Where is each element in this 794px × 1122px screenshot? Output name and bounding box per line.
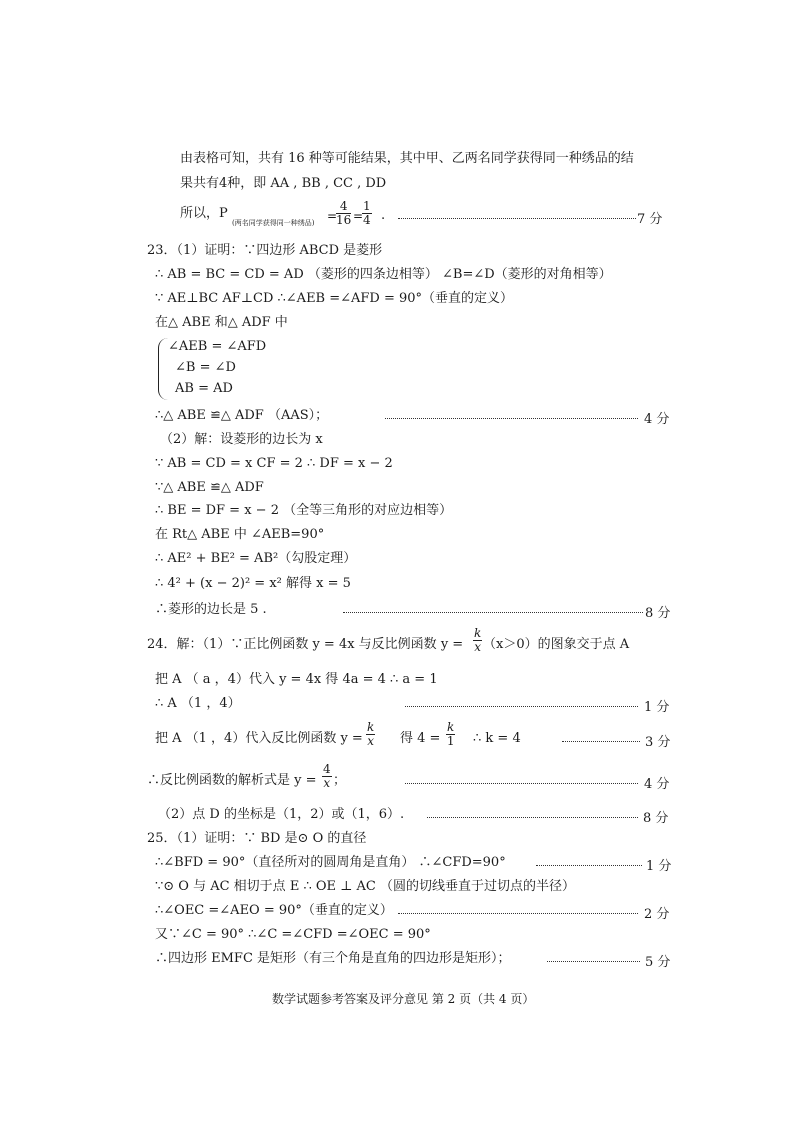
score-leader	[427, 817, 638, 818]
score-1: 1 分	[646, 859, 672, 874]
score-2: 2 分	[644, 907, 670, 922]
period: .	[381, 208, 386, 223]
fraction-4-x: $\frac{4}{x}$	[323, 762, 331, 790]
score-leader	[405, 783, 638, 784]
page-footer: 数学试题参考答案及评分意见 第 2 页（共 4 页）	[272, 992, 535, 1006]
fraction-k-x: $\frac{k}{x}$	[474, 626, 482, 654]
probability-subscript: (两名同学获得同一种绣品)	[232, 219, 315, 227]
score-5: 5 分	[645, 955, 671, 970]
score-8: 8 分	[645, 606, 671, 621]
fraction-4-16: $\frac{4}{16}$	[336, 199, 352, 227]
fraction-1-4: $\frac{1}{4}$	[363, 199, 371, 227]
score-leader	[398, 218, 636, 219]
score-leader	[398, 913, 638, 914]
score-1: 1 分	[644, 700, 670, 715]
score-leader	[343, 612, 643, 613]
score-leader	[385, 418, 638, 419]
score-3: 3 分	[645, 735, 671, 750]
score-7: 7 分	[637, 212, 663, 227]
score-8: 8 分	[643, 811, 669, 826]
score-leader	[536, 865, 642, 866]
score-leader	[562, 741, 640, 742]
fraction-k-1: $\frac{k}{1}$	[446, 720, 455, 748]
score-4: 4 分	[644, 777, 670, 792]
score-leader	[547, 961, 640, 962]
score-4: 4 分	[644, 412, 670, 427]
equals-sign: =	[327, 209, 338, 223]
equals-sign: =	[353, 209, 364, 223]
score-leader	[405, 706, 638, 707]
fraction-k-x: $\frac{k}{x}$	[367, 720, 375, 748]
